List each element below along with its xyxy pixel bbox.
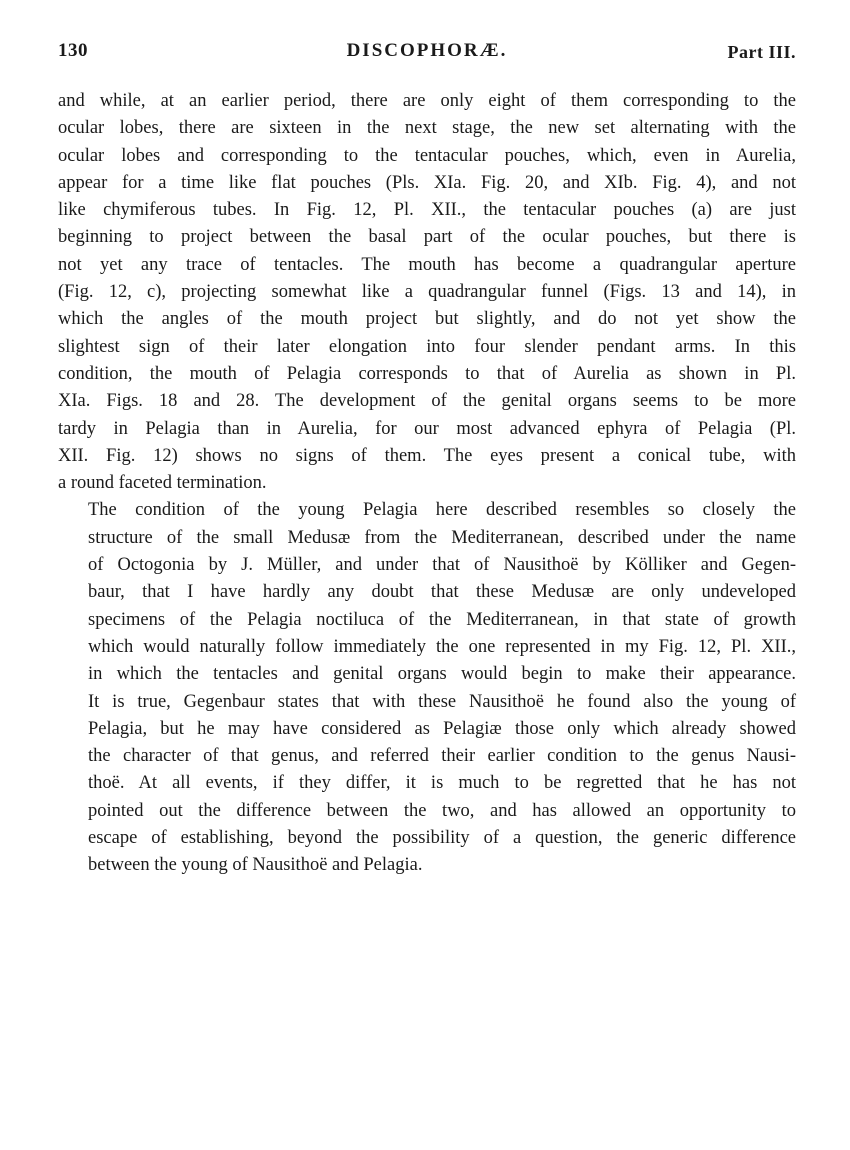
text-line: the character of that genus, and referred their earlier condition to the genus Nausi- xyxy=(88,746,796,767)
page-number: 130 xyxy=(58,40,88,61)
text-line: condition, the mouth of Pelagia corresponds to that of Aurelia as shown in Pl. xyxy=(58,363,796,384)
text-line: and while, at an earlier period, there are only eight of them corresponding to the xyxy=(58,91,796,111)
part-label: Part III. xyxy=(727,42,796,62)
body-text xyxy=(58,88,796,880)
text-line: (Fig. 12, c), projecting somewhat like a quadrangular funnel (Figs. 13 and 14), in xyxy=(58,282,796,303)
text-line: tardy in Pelagia than in Aurelia, for our most advanced ephyra of Pelagia (Pl. xyxy=(58,418,796,439)
text-line: Pelagia, but he may have considered as Pelagiæ those only which already showed xyxy=(88,718,796,739)
text-line: in which the tentacles and genital organs would begin to make their appearance. xyxy=(88,664,796,685)
text-line: pointed out the difference between the two, and has allowed an opportunity to xyxy=(88,800,796,821)
text-line: between the young of Nausithoë and Pelagia. xyxy=(88,855,423,876)
running-title: DISCOPHORÆ. xyxy=(346,40,508,61)
text-line: appear for a time like flat pouches (Pls. XIa. Fig. 20, and XIb. Fig. 4), and not xyxy=(58,172,796,193)
text-line: which the angles of the mouth project but slightly, and do not yet show the xyxy=(58,309,796,330)
text-line: ocular lobes, there are sixteen in the next stage, the new set alternating with the xyxy=(58,118,796,139)
text-line: a round faceted termination. xyxy=(58,473,267,494)
text-line: of Octogonia by J. Müller, and under that of Nausithoë by Kölliker and Gegen- xyxy=(88,555,796,576)
text-line: structure of the small Medusæ from the Mediterranean, described under the name xyxy=(88,527,796,548)
text-line: not yet any trace of tentacles. The mouth has become a quadrangular aperture xyxy=(58,254,796,275)
text-line: ocular lobes and corresponding to the tentacular pouches, which, even in Aurelia, xyxy=(58,145,796,166)
paragraph-2 xyxy=(58,497,796,879)
text-line: The condition of the young Pelagia here described resembles so closely the xyxy=(88,500,796,521)
text-line: baur, that I have hardly any doubt that these Medusæ are only undeveloped xyxy=(88,582,796,603)
text-line: escape of establishing, beyond the possibility of a question, the generic difference xyxy=(88,828,796,849)
text-line: which would naturally follow immediately the one represented in my Fig. 12, Pl. XII., xyxy=(88,636,796,657)
running-header xyxy=(58,40,796,70)
text-line: beginning to project between the basal part of the ocular pouches, but there is xyxy=(58,227,796,248)
text-line: thoë. At all events, if they differ, it is much to be regretted that he has not xyxy=(88,773,796,794)
text-line: XII. Fig. 12) shows no signs of them. The eyes present a conical tube, with xyxy=(58,445,796,466)
paragraph-1 xyxy=(58,88,796,497)
text-line: like chymiferous tubes. In Fig. 12, Pl. XII., the tentacular pouches (a) are just xyxy=(58,200,796,221)
text-line: It is true, Gegenbaur states that with these Nausithoë he found also the young of xyxy=(88,691,796,712)
text-line: slightest sign of their later elongation into four slender pendant arms. In this xyxy=(58,336,796,357)
text-line: XIa. Figs. 18 and 28. The development of the genital organs seems to be more xyxy=(58,391,796,412)
text-line: specimens of the Pelagia noctiluca of the Mediterranean, in that state of growth xyxy=(88,609,796,630)
